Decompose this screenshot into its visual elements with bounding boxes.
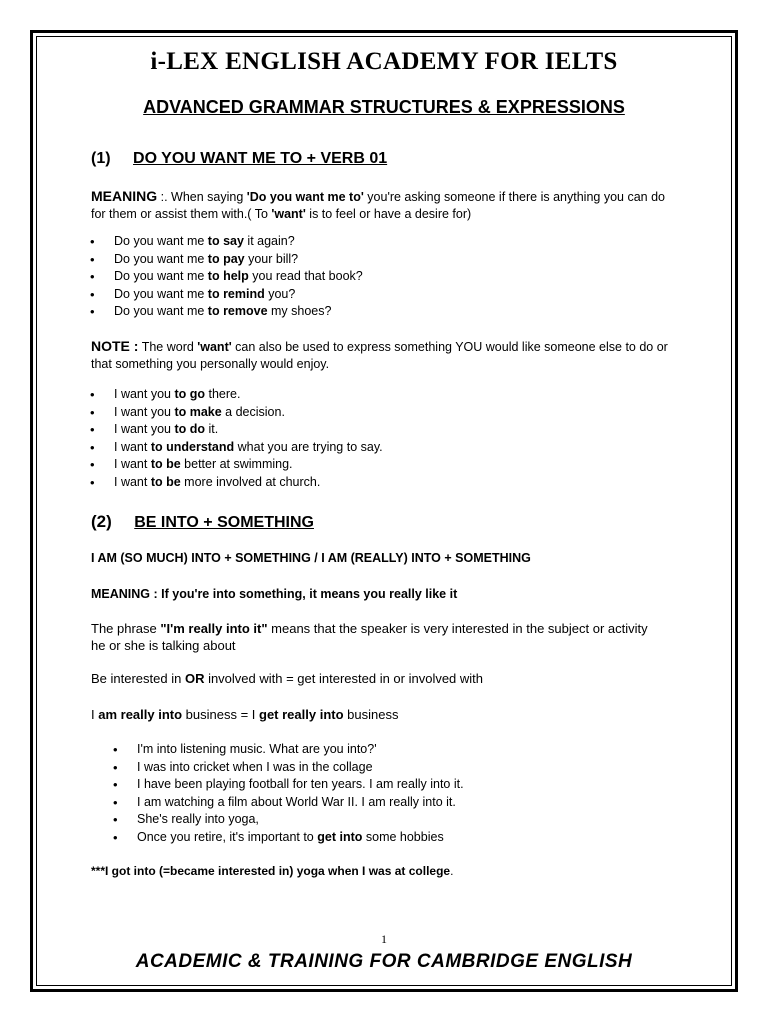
list-item: • Do you want me to help you read that book? (90, 268, 363, 286)
list-item: • I want you to do it. (90, 421, 383, 439)
section-1-heading (91, 150, 387, 168)
list-item: • Do you want me to remove my shoes? (90, 303, 363, 321)
section-2-phrase (91, 620, 651, 654)
list-item: • She's really into yoga, (113, 811, 464, 829)
section-2-number: (2) (91, 512, 112, 531)
list-item: • I want to be more involved at church. (90, 474, 383, 492)
meaning-bold-word: 'want' (271, 207, 306, 221)
list-item: • Do you want me to remind you? (90, 286, 363, 304)
note-text: can also be used to express something YOU would like someone else to do or that something you personally would enjoy. (91, 340, 668, 371)
section-2-final-example (91, 864, 453, 878)
section-1-note (91, 338, 676, 373)
section-1-number: (1) (91, 150, 111, 167)
list-item: • I want you to go there. (90, 386, 383, 404)
list-item: • I'm into listening music. What are you into?' (113, 741, 464, 759)
note-label: NOTE : (91, 338, 139, 354)
academy-title: i-LEX ENGLISH ACADEMY FOR IELTS (150, 48, 618, 75)
list-item: • I was into cricket when I was in the collage (113, 759, 464, 777)
section-1-examples (90, 233, 363, 321)
list-item: • I want to be better at swimming. (90, 456, 383, 474)
meaning-text: you're asking someone if there is anything you can do for them or assist them with.( To (91, 190, 665, 221)
list-item: • I have been playing football for ten years. I am really into it. (113, 776, 464, 794)
document-subtitle: ADVANCED GRAMMAR STRUCTURES & EXPRESSIONS (143, 97, 625, 117)
meaning-label: MEANING (91, 188, 158, 204)
phrase-text: means that the speaker is very interested in the subject or activity he or she is talking about (91, 621, 648, 653)
phrase-bold: "I'm really into it" (160, 621, 268, 636)
meaning-bold-phrase: 'Do you want me to' (246, 190, 364, 204)
note-text: The word (138, 340, 198, 354)
page-number: 1 (381, 932, 387, 946)
list-item: • I want to understand what you are trying to say. (90, 439, 383, 457)
list-item: • Do you want me to pay your bill? (90, 251, 363, 269)
meaning-text: is to feel or have a desire for) (305, 207, 472, 221)
section-2-examples (113, 741, 464, 846)
final-example-period: . (450, 864, 454, 878)
section-2-business-line: I am really into business = I get really into business (91, 707, 399, 722)
phrase-text: The phrase (91, 621, 161, 636)
list-item: • I am watching a film about World War II. I am really into it. (113, 794, 464, 812)
section-2-meaning: MEANING : If you're into something, it means you really like it (91, 587, 458, 601)
list-item: • Do you want me to say it again? (90, 233, 363, 251)
note-bold-word: 'want' (197, 340, 232, 354)
list-item: • I want you to make a decision. (90, 404, 383, 422)
final-example-bold: ***I got into (=became interested in) yoga when I was at college (91, 864, 451, 878)
section-1-want-examples (90, 386, 383, 491)
section-2-title: BE INTO + SOMETHING (134, 514, 314, 531)
footer-tagline: ACADEMIC & TRAINING FOR CAMBRIDGE ENGLISH (135, 951, 633, 972)
section-2-pattern: I AM (SO MUCH) INTO + SOMETHING / I AM (REALLY) INTO + SOMETHING (91, 551, 531, 565)
section-2-interest-line: Be interested in OR involved with = get interested in or involved with (91, 671, 484, 686)
section-2-heading (91, 512, 314, 532)
meaning-text: :. When saying (157, 190, 247, 204)
section-1-meaning (91, 188, 671, 223)
list-item: • Once you retire, it's important to get into some hobbies (113, 829, 464, 847)
section-1-title: DO YOU WANT ME TO + VERB 01 (133, 150, 388, 167)
